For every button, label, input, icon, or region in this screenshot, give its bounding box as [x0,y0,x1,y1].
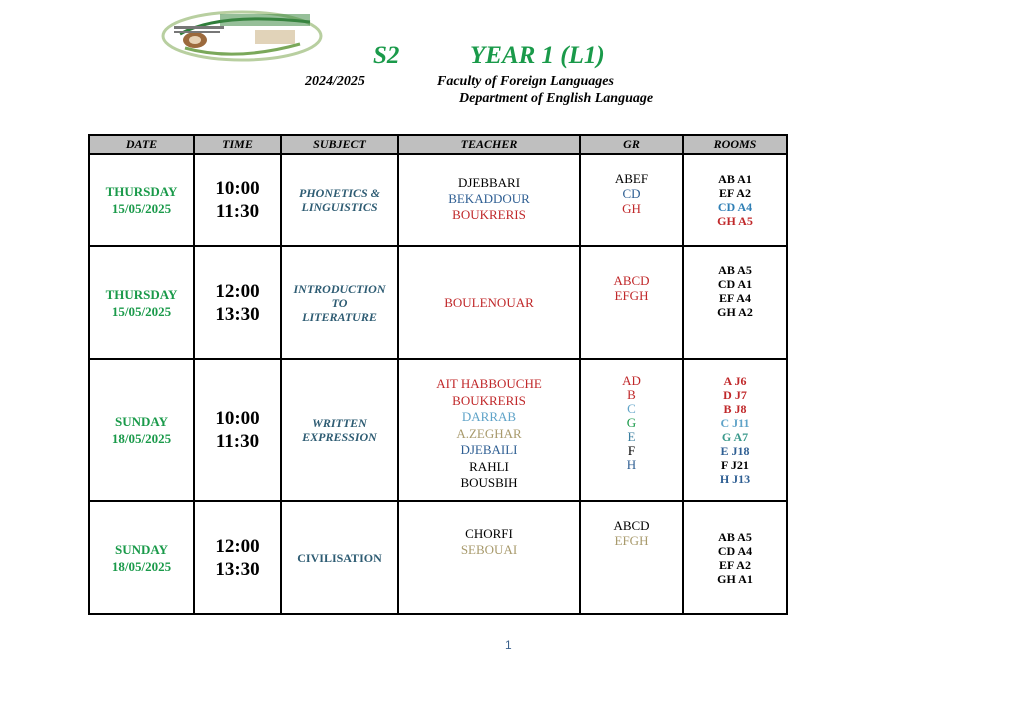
teacher-cell [398,154,580,246]
exam-schedule-table [88,134,788,615]
group-label: GH [622,201,641,216]
teacher-name: BEKADDOUR [448,191,530,206]
start-time: 12:00 [215,535,260,557]
end-time: 13:30 [215,558,260,580]
subject-line: LITERATURE [302,309,377,324]
end-time: 13:30 [215,303,260,325]
room-assignment: EF A4 [719,291,751,305]
exam-date: 18/05/2025 [111,431,172,446]
teacher-name: RAHLI [469,458,509,474]
room-assignment: EF A2 [719,186,751,200]
column-header-date: DATE [89,135,194,154]
table-row [89,501,787,614]
start-time: 12:00 [215,280,260,302]
subject-cell [281,501,398,614]
start-time: 10:00 [215,408,260,429]
group-label: ABCD [613,518,650,533]
exam-day: THURSDAY [105,286,178,302]
semester-title: S2 [373,42,400,69]
room-assignment: D J7 [723,388,747,402]
time-cell [194,501,281,614]
group-label: EFGH [614,533,649,548]
group-cell [580,359,683,501]
department-name: Department of English Language [459,91,654,106]
subject-line: WRITTEN [312,416,367,430]
subject-line: PHONETICS & [298,186,380,200]
teacher-name: A.ZEGHAR [456,425,522,441]
subject-line: INTRODUCTION [293,281,386,296]
subject-cell [281,359,398,501]
university-logo [160,4,325,62]
date-cell [89,154,194,246]
room-assignment: CD A4 [717,543,753,558]
subject-line: LINGUISTICS [301,200,378,214]
room-assignment: C J11 [720,416,750,430]
column-header-group: GR [580,135,683,154]
teacher-cell [398,501,580,614]
subject-line: CIVILISATION [297,550,382,565]
room-assignment: CD A1 [717,277,753,291]
room-assignment: AB A5 [718,263,752,277]
table-row [89,359,787,501]
group-cell [580,154,683,246]
group-label: B [627,387,636,402]
room-assignment: GH A5 [717,214,753,228]
exam-date: 15/05/2025 [111,201,172,216]
teacher-name: DJEBBARI [457,175,521,190]
column-header-teacher: TEACHER [398,135,580,154]
time-cell [194,359,281,501]
table-header-row [89,135,787,154]
time-cell [194,246,281,359]
end-time: 11:30 [215,201,260,222]
column-header-time: TIME [194,135,281,154]
room-assignment: GH A2 [717,305,753,319]
teacher-cell [398,246,580,359]
room-assignment: AB A5 [718,529,752,544]
room-assignment: EF A2 [719,557,751,572]
subject-cell [281,246,398,359]
rooms-cell [683,501,787,614]
end-time: 11:30 [215,431,260,452]
exam-day: SUNDAY [115,414,168,429]
column-header-rooms: ROOMS [683,135,787,154]
date-cell [89,246,194,359]
group-label: ABCD [613,273,650,288]
subject-cell [281,154,398,246]
subject-line: TO [331,295,348,310]
table-row [89,154,787,246]
date-cell [89,359,194,501]
group-label: F [627,443,636,458]
room-assignment: G A7 [721,430,749,444]
room-assignment: CD A4 [717,200,753,214]
column-header-subject: SUBJECT [281,135,398,154]
exam-date: 18/05/2025 [111,558,172,574]
page-number: 1 [505,638,512,652]
group-label: AD [622,373,641,388]
table-row [89,246,787,359]
date-cell [89,501,194,614]
room-assignment: GH A1 [717,571,753,586]
group-label: E [627,429,636,444]
teacher-name: DJEBAILI [460,442,518,457]
room-assignment: H J13 [719,472,751,486]
teacher-name: SEBOUAI [460,542,518,557]
teacher-name: DARRAB [461,409,517,424]
group-label: EFGH [614,288,649,303]
faculty-name: Faculty of Foreign Languages [437,74,614,89]
subject-line: EXPRESSION [302,430,377,444]
rooms-cell [683,154,787,246]
time-cell [194,154,281,246]
start-time: 10:00 [215,178,260,199]
teacher-name: BOUSBIH [460,475,518,490]
rooms-cell [683,359,787,501]
exam-day: THURSDAY [105,184,178,199]
exam-date: 15/05/2025 [111,303,172,319]
exam-day: SUNDAY [115,541,168,557]
teacher-name: BOULENOUAR [444,294,534,310]
group-label: G [626,415,637,430]
room-assignment: F J21 [721,458,749,472]
group-cell [580,246,683,359]
room-assignment: AB A1 [718,172,752,186]
teacher-name: AIT HABBOUCHE [436,376,542,391]
group-label: C [627,401,636,416]
teacher-name: BOUKRERIS [452,207,526,222]
room-assignment: B J8 [723,402,747,416]
teacher-name: CHORFI [465,526,513,541]
teacher-cell [398,359,580,501]
academic-year: 2024/2025 [305,74,365,89]
room-assignment: E J18 [720,444,750,458]
year-title: YEAR 1 (L1) [470,42,605,69]
group-cell [580,501,683,614]
group-label: ABEF [614,171,649,186]
rooms-cell [683,246,787,359]
room-assignment: A J6 [723,374,747,388]
group-label: CD [622,186,641,201]
teacher-name: BOUKRERIS [452,392,526,408]
group-label: H [626,457,637,472]
